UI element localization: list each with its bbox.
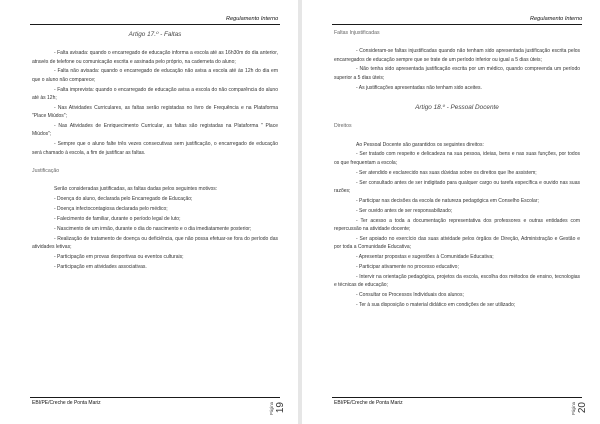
page-number-label: Página: [571, 402, 576, 416]
paragraph: - Nas Atividades de Enriquecimento Curricular, as faltas são registadas na Plataforma " Place Miúdos";: [32, 123, 278, 138]
list-item: - Ser consultado antes de ser indigitado para qualquer cargo ou tarefa específica e ouvido nas suas razões;: [334, 179, 580, 194]
page-right-body: [334, 29, 580, 311]
list-item: - Intervir na orientação pedagógica, projetos da escola, escolha dos métodos de ensino, tecnologias e técnicas de educação;: [334, 273, 580, 288]
list-item: - Ser apoiado no exercício das suas atividade pelos órgãos de Direção, Administração e Gestão e por toda a Comunidade Educativa;: [334, 235, 580, 250]
list-item: - Falecimento de familiar, durante o período legal de luto;: [54, 215, 181, 222]
page-number-value: 19: [275, 402, 286, 414]
page-header-title: Regulamento Interno: [530, 16, 583, 22]
list-item: - Consultar os Processos Individuais dos alunos;: [356, 291, 464, 298]
subsection-heading: Direitos: [334, 123, 352, 130]
page-left-body: [32, 31, 278, 273]
footer-rule: [332, 397, 582, 398]
page-header-title: Regulamento Interno: [226, 16, 279, 22]
paragraph: - Falta avisada: quando o encarregado de educação informa a escola até as 16h30m do dia anterior, através de telefone ou comunicação escrita e assinada pelo próprio, na caderneta do aluno;: [32, 50, 278, 65]
page-left: [0, 0, 298, 424]
list-item: - Participar nas decisões da escola de natureza pedagógica em Conselho Escolar;: [356, 197, 539, 204]
page-number-value: 20: [577, 402, 588, 414]
list-item: - Participação em provas desportivas ou eventos culturais;: [54, 253, 184, 260]
list-item: - Nascimento de um irmão, durante o dia do nascimento e o dia imediatamente posterior;: [54, 225, 252, 232]
page-footer: EBI/PE/Creche de Ponta Mariz: [32, 400, 101, 406]
header-rule: [30, 24, 280, 25]
paragraph: - Não tenha sido apresentada justificação escrita por um médico, quando compreenda um período superior a 5 dias úteis;: [334, 66, 580, 81]
paragraph: Serão consideradas justificadas, as faltas dadas pelos seguintes motivos:: [54, 186, 218, 193]
paragraph: - As justificações apresentadas não tenham sido aceites.: [356, 84, 482, 91]
page-number: [571, 366, 588, 416]
footer-rule: [30, 397, 280, 398]
list-item: - Ser atendido e esclarecido nas suas dúvidas sobre os direitos que lhe assistem;: [356, 169, 537, 176]
list-item: - Doença infectocontagiosa declarada pelo médico;: [54, 205, 168, 212]
list-item: - Ter acesso a toda a documentação representativa dos professores e outras entidades com repercussão na atividade docente;: [334, 217, 580, 232]
list-item: - Participar ativamente no processo educativo;: [356, 263, 459, 270]
list-item: - Ter à sua disposição o material didático em condições de ser utilizado;: [356, 301, 516, 308]
page-number: [269, 366, 286, 416]
list-item: - Apresentar propostas e sugestões à Comunidade Educativa;: [356, 253, 494, 260]
paragraph: - Consideram-se faltas injustificadas quando não tenham sido apresentada justificação escrita pelos encarregados de educação sempre que se trate de um período inferior ou igual a 5 dias úteis;: [334, 48, 580, 63]
header-rule: [332, 24, 582, 25]
page-footer: EBI/PE/Creche de Ponta Mariz: [334, 400, 403, 406]
article-title: Artigo 18.º - Pessoal Docente: [415, 103, 499, 111]
paragraph: - Nas Atividades Curriculares, as faltas serão registadas no livro de Frequência e na Plataforma "Place Miúdos";: [32, 104, 278, 120]
list-item: - Doença do aluno, declarada pelo Encarregado de Educação;: [54, 196, 193, 203]
paragraph: - Sempre que o aluno falte três vezes consecutivas sem justificação, o encarregado de educação será chamado à escola, a fim de justificar as faltas.: [32, 141, 278, 156]
article-title: Artigo 17.º - Faltas: [128, 31, 182, 38]
section-heading: Faltas Injustificadas: [334, 30, 380, 36]
paragraph: - Falta não avisada: quando o encarregado de educação não avisa a escola até às 12h do dia em que o aluno não comparece;: [32, 68, 278, 83]
list-item: - Ser tratado com respeito e delicadeza na sua pessoa, ideias, bens e nas suas funções, por todos os que frequentam a escola;: [334, 151, 580, 166]
page-right: [302, 0, 600, 424]
paragraph: Ao Pessoal Docente são garantidos os seguintes direitos:: [356, 141, 484, 148]
list-item: - Ser ouvido antes de ser responsabilizado;: [356, 207, 453, 214]
list-item: - Realização de tratamento de doença ou deficiência, que não possa efetuar-se fora do período das atividades letivas;: [32, 235, 278, 250]
paragraph: - Falta imprevista: quando o encarregado de educação avisa a escola do não comparência do aluno até às 12h;: [32, 86, 278, 101]
list-item: - Participação em atividades associativas.: [54, 263, 147, 270]
page-number-label: Página: [269, 402, 274, 416]
section-heading: Justificação: [32, 167, 60, 174]
